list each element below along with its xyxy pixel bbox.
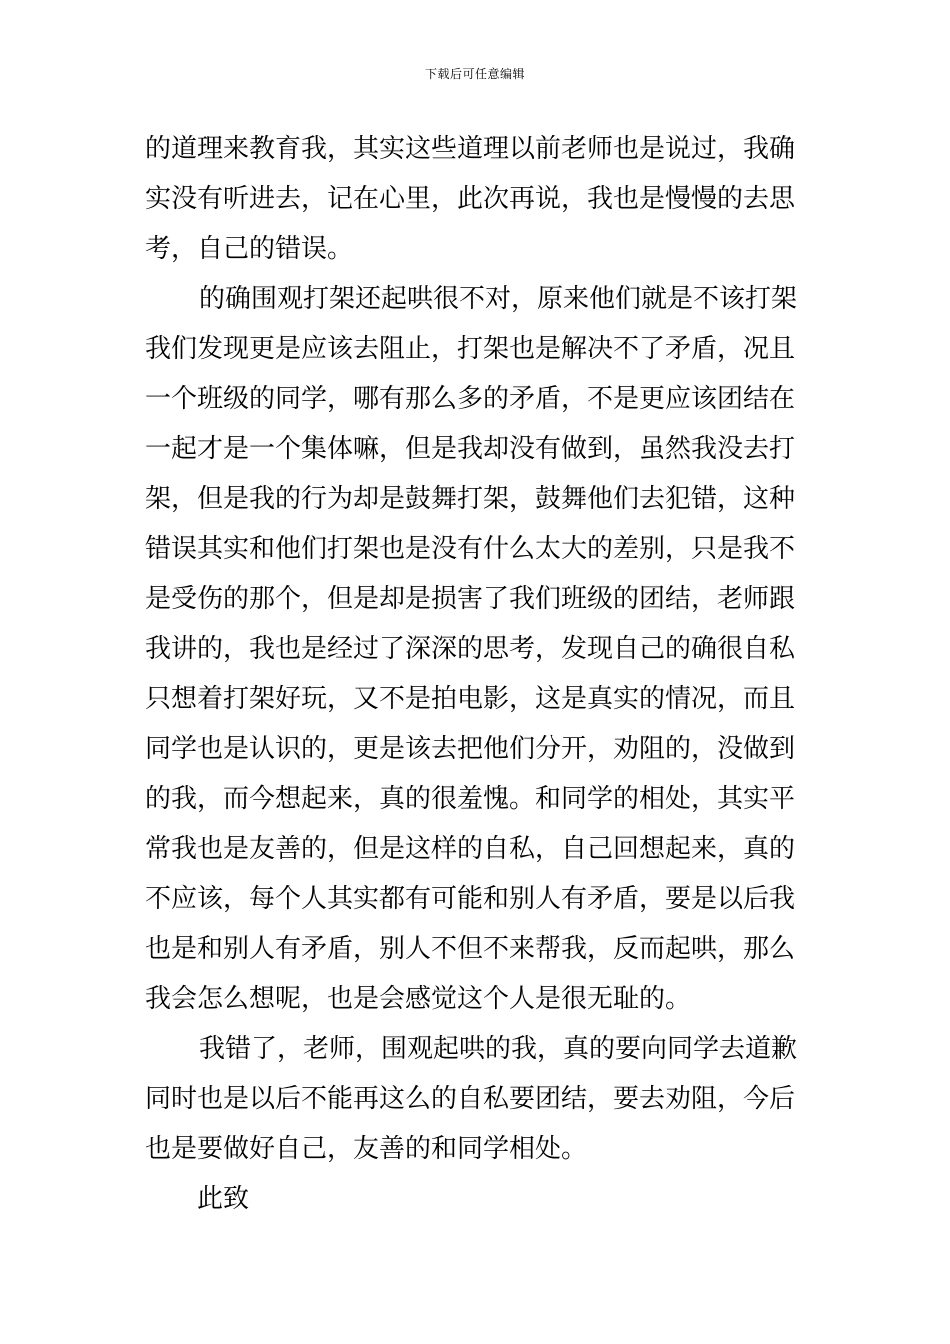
page-header: 下载后可任意编辑	[424, 67, 525, 81]
text-line: 同时也是以后不能再这么的自私要团结，要去劝阻，今后	[145, 1084, 796, 1114]
text-line: 也是要做好自己，友善的和同学相处。	[145, 1134, 588, 1164]
text-line: 考，自己的错误。	[145, 234, 354, 264]
text-line: 不应该，每个人其实都有可能和别人有矛盾，要是以后我	[145, 884, 796, 914]
text-line: 同学也是认识的，更是该去把他们分开，劝阻的，没做到	[145, 734, 796, 764]
paragraph-first-line: 的确围观打架还起哄很不对，原来他们就是不该打架	[199, 284, 798, 314]
text-line: 常我也是友善的，但是这样的自私，自己回想起来，真的	[145, 834, 796, 864]
closing-salutation: 此致	[197, 1184, 250, 1214]
text-line: 的道理来教育我，其实这些道理以前老师也是说过，我确	[145, 134, 796, 164]
text-line: 实没有听进去，记在心里，此次再说，我也是慢慢的去思	[145, 184, 796, 214]
text-line: 是受伤的那个，但是却是损害了我们班级的团结，老师跟	[145, 584, 796, 614]
text-line: 也是和别人有矛盾，别人不但不来帮我，反而起哄，那么	[145, 934, 796, 964]
document-body	[145, 124, 805, 1224]
text-line: 我会怎么想呢，也是会感觉这个人是很无耻的。	[145, 984, 692, 1014]
text-line: 一起才是一个集体嘛，但是我却没有做到，虽然我没去打	[145, 434, 796, 464]
text-line: 只想着打架好玩，又不是拍电影，这是真实的情况，而且	[145, 684, 796, 714]
text-line: 架，但是我的行为却是鼓舞打架，鼓舞他们去犯错，这种	[145, 484, 796, 514]
text-line: 错误其实和他们打架也是没有什么太大的差别，只是我不	[145, 534, 796, 564]
text-line: 的我，而今想起来，真的很羞愧。和同学的相处，其实平	[145, 784, 796, 814]
text-line: 我讲的，我也是经过了深深的思考，发现自己的确很自私	[145, 634, 796, 664]
paragraph-first-line: 我错了，老师，围观起哄的我，真的要向同学去道歉	[199, 1034, 798, 1064]
text-line: 一个班级的同学，哪有那么多的矛盾，不是更应该团结在	[145, 384, 796, 414]
text-line: 我们发现更是应该去阻止，打架也是解决不了矛盾，况且	[145, 334, 796, 364]
